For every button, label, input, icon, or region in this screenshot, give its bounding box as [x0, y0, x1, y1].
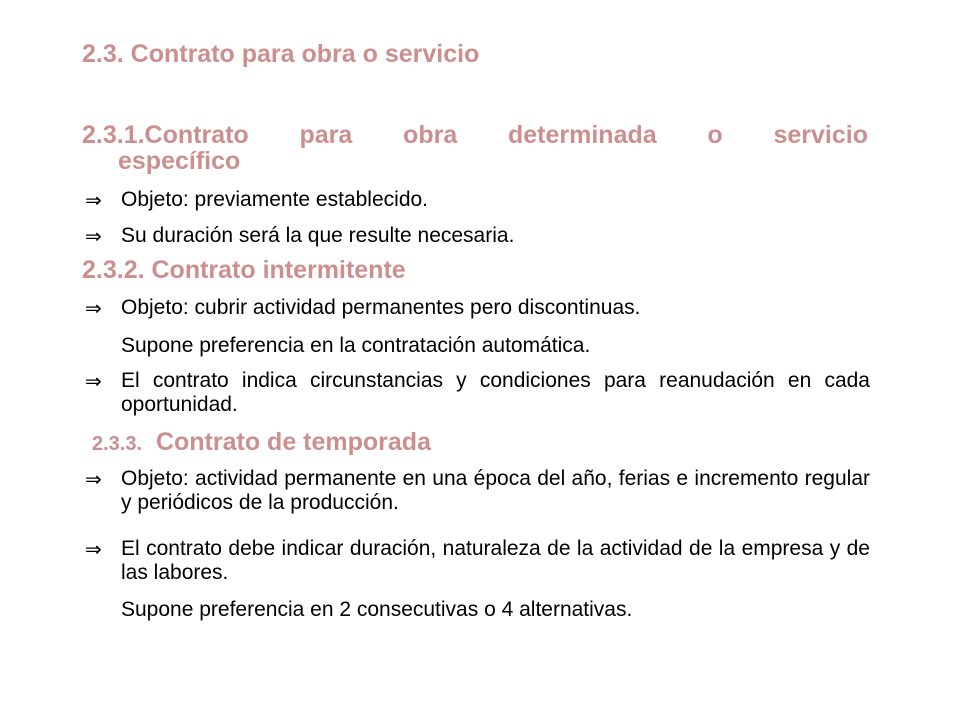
- list-item: [85, 188, 870, 212]
- section1-heading: 2.3.1.Contrato para obra determinada o servicio: [82, 121, 868, 149]
- implies-arrow-icon: ⇒: [85, 537, 102, 561]
- section3-heading-number: 2.3.3.: [92, 433, 143, 455]
- implies-arrow-icon: ⇒: [85, 224, 102, 248]
- section2-note: Supone preferencia en la contratación automática.: [121, 334, 591, 357]
- list-item: [85, 224, 870, 248]
- list-item: [85, 369, 870, 417]
- list-item-text: Objeto: actividad permanente en una época del año, ferias e incremento regular y periódicos de la producción.: [121, 467, 870, 514]
- section1-heading-continuation: específico: [118, 147, 241, 175]
- section2-heading: 2.3.2. Contrato intermitente: [82, 256, 406, 284]
- list-item: [85, 537, 870, 585]
- implies-arrow-icon: ⇒: [85, 467, 102, 491]
- section3-note: Supone preferencia en 2 consecutivas o 4 alternativas.: [121, 598, 633, 621]
- list-item-text: Su duración será la que resulte necesaria.: [121, 224, 515, 247]
- list-item: [85, 296, 870, 320]
- list-item: [85, 467, 870, 515]
- list-item-text: Objeto: cubrir actividad permanentes pero discontinuas.: [121, 296, 641, 319]
- list-item-text: El contrato debe indicar duración, naturaleza de la actividad de la empresa y de las labores.: [121, 537, 870, 584]
- section3-heading-text: Contrato de temporada: [155, 428, 431, 456]
- implies-arrow-icon: ⇒: [85, 188, 102, 212]
- implies-arrow-icon: ⇒: [85, 369, 102, 393]
- slide-title: 2.3. Contrato para obra o servicio: [82, 40, 480, 68]
- list-item-text: El contrato indica circunstancias y condiciones para reanudación en cada oportunidad.: [121, 369, 870, 416]
- implies-arrow-icon: ⇒: [85, 296, 102, 320]
- list-item-text: Objeto: previamente establecido.: [121, 188, 429, 211]
- section3-heading: [92, 430, 431, 455]
